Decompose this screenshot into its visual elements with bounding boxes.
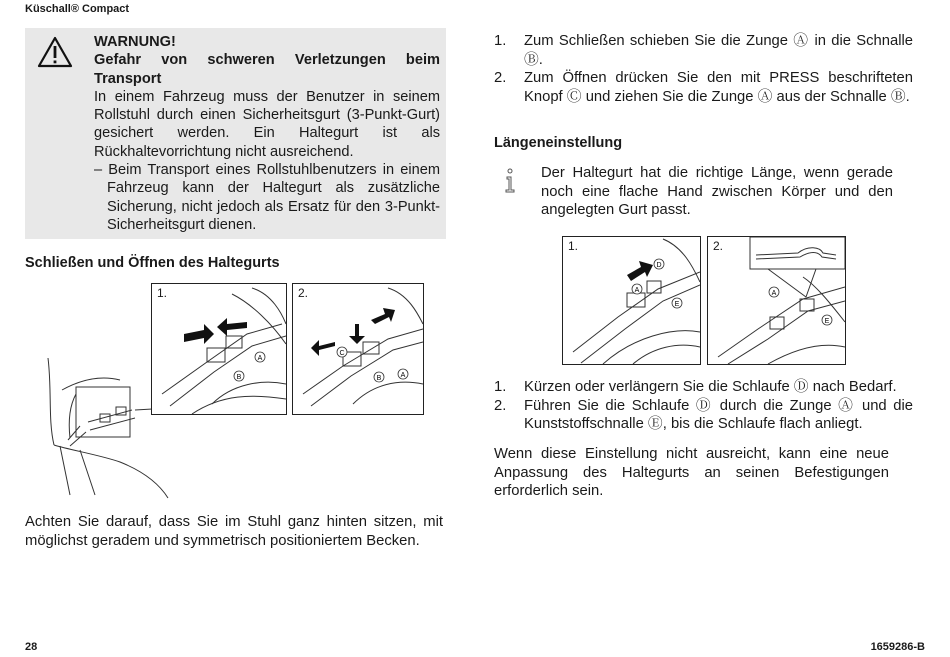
list-item: 2. Zum Öffnen drücken Sie den mit PRESS beschrifteten Knopf Ⓒ und ziehen Sie die Zunge Ⓐ aus der Schnalle Ⓑ. [494,70,913,105]
belt-closing-drawing [152,284,286,414]
document-code: 1659286-B [870,641,925,653]
callout-c: C [339,350,345,357]
callout-b-2: B [376,375,382,382]
callout-a-r: A [634,287,640,294]
list-item: 2. Führen Sie die Schlaufe Ⓓ durch die Zunge Ⓐ und die Kunststoffschnalle Ⓔ, bis die Schlaufe flach anliegt. [494,397,913,432]
callout-a-r2: A [771,290,777,297]
belt-detail-drawing [708,237,845,364]
section-title-close-open: Schließen und Öffnen des Haltegurts [25,255,280,271]
figure-open-belt [292,283,424,415]
figure-label-2: 2. [298,286,309,300]
figure-label-r2: 2. [713,239,724,253]
section-title-length: Längeneinstellung [494,135,623,151]
belt-opening-drawing [293,284,423,414]
list-item: 1. Kürzen oder verlängern Sie die Schlaufe Ⓓ nach Bedarf. [494,379,897,395]
page-number: 28 [25,641,38,653]
warning-body: In einem Fahrzeug muss der Benutzer in seinem Rollstuhl durch einen Sicherheitsgurt (3-Punkt-Gurt) gesichert werden. Ein Haltegurt ist als Rückhaltevorrichtung nicht ausreichend. [94,88,440,160]
close-open-steps [494,32,913,106]
callout-a-2: A [400,372,406,379]
figure-length-detail [707,236,846,365]
callout-b: B [236,374,242,381]
callout-e-r2: E [824,318,830,325]
warning-subtitle: Gefahr von schweren Verletzungen beim Transport [94,52,440,87]
warning-text-block [94,33,440,234]
warning-bullet: – Beim Transport eines Rollstuhlbenutzers in einem Fahrzeug kann der Haltegurt als zusätzliche Sicherung, nicht jedoch als Ersatz für den 3-Punkt-Sicherheitsgurt dienen. [94,162,440,233]
right-paragraph: Wenn diese Einstellung nicht ausreicht, kann eine neue Anpassung des Haltegurts an seinen Befestigungen erforderlich sein. [494,446,889,499]
info-icon [503,168,517,194]
warning-title: WARNUNG! [94,34,176,50]
figure-label-r1: 1. [568,239,579,253]
list-item: 1. Zum Schließen schieben Sie die Zunge Ⓐ in die Schnalle Ⓑ. [494,33,913,68]
callout-d: D [656,262,662,269]
callout-e: E [674,301,680,308]
warning-triangle-icon [37,36,73,68]
length-steps [494,378,913,434]
info-text: Der Haltegurt hat die richtige Länge, wenn gerade noch eine flache Hand zwischen Körper und den angelegten Gurt passt. [541,165,893,218]
brand-header: Küschall® Compact [25,3,130,15]
figure-label-1: 1. [157,286,168,300]
belt-length-drawing [563,237,700,364]
figure-length-loop [562,236,701,365]
callout-a: A [257,355,263,362]
figure-close-belt [151,283,287,415]
left-paragraph: Achten Sie darauf, dass Sie im Stuhl ganz hinten sitzen, mit möglichst geradem und symmetrisch positioniertem Becken. [25,514,443,549]
